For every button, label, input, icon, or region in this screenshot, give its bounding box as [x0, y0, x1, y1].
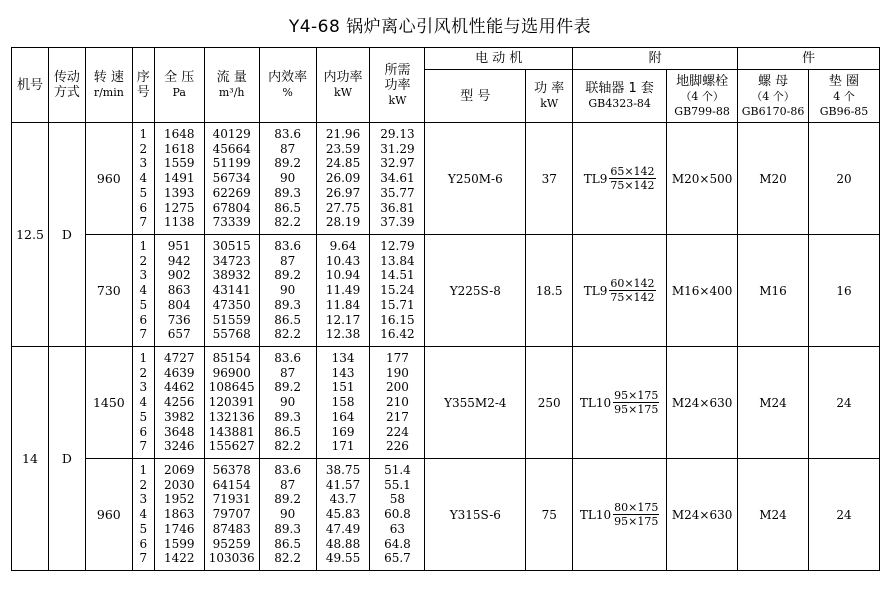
seq-value: 4	[139, 507, 148, 522]
header-internal-power-label: 内功率	[323, 70, 363, 85]
seq-value: 5	[139, 521, 148, 536]
coupling-numerator: 80×175	[614, 501, 659, 514]
req-power-value: 36.81	[380, 200, 415, 215]
power-value: 38.75	[325, 462, 361, 477]
header-washer-std: GB96-85	[819, 104, 869, 118]
header-internal-power-unit: kW	[334, 86, 353, 99]
eff-value: 82.2	[274, 327, 301, 342]
eff-value: 90	[279, 283, 296, 298]
eff-value: 87	[279, 365, 296, 380]
seq-value: 2	[139, 365, 148, 380]
power-value: 143	[331, 365, 355, 380]
eff-value: 87	[279, 253, 296, 268]
req-power-value: 15.24	[380, 283, 415, 298]
coupling-cell	[573, 235, 667, 347]
eff-value: 83.6	[274, 126, 301, 141]
flow-value: 67804	[212, 200, 251, 215]
flow-value: 132136	[208, 409, 255, 424]
coupling-denominator: 95×175	[614, 403, 659, 416]
pressure-value: 1275	[163, 200, 195, 215]
power-value: 47.49	[325, 521, 361, 536]
pressure-value: 1746	[163, 521, 195, 536]
pressure-value: 3982	[163, 409, 195, 424]
eff-column-cell	[259, 123, 316, 235]
motor-model-cell: Y315S-6	[425, 459, 526, 571]
table-row	[12, 459, 880, 571]
header-machine-no: 机号	[12, 48, 49, 123]
seq-value: 6	[139, 424, 148, 439]
power-value: 43.7	[329, 492, 357, 507]
washer-cell: 16	[809, 235, 880, 347]
req-power-value: 29.13	[380, 126, 415, 141]
pressure-value: 4639	[163, 365, 195, 380]
flow-value: 96900	[212, 365, 251, 380]
req-power-value: 34.61	[380, 171, 415, 186]
req-power-value: 16.15	[380, 312, 415, 327]
seq-value: 7	[139, 551, 148, 566]
seq-value: 2	[139, 253, 148, 268]
coupling-denominator: 75×142	[610, 179, 655, 192]
pressure-value: 2030	[163, 477, 195, 492]
eff-value: 83.6	[274, 238, 301, 253]
header-nut-label: 螺 母	[757, 73, 789, 89]
power-value: 23.59	[325, 141, 361, 156]
pressure-value: 4462	[163, 380, 195, 395]
eff-value: 89.3	[274, 297, 301, 312]
req-power-value: 210	[385, 395, 409, 410]
seq-value: 1	[139, 126, 148, 141]
power-value: 11.84	[325, 297, 361, 312]
seq-value: 7	[139, 439, 148, 454]
power-column-cell	[316, 235, 370, 347]
flow-value: 103036	[208, 551, 255, 566]
eff-value: 82.2	[274, 551, 301, 566]
drive-cell: D	[48, 347, 85, 571]
seq-value: 6	[139, 536, 148, 551]
bolt-cell: M16×400	[667, 235, 738, 347]
flow-value: 79707	[212, 507, 251, 522]
table-row	[12, 123, 880, 235]
eff-value: 89.3	[274, 409, 301, 424]
pressure-value: 863	[167, 283, 191, 298]
seq-value: 4	[139, 283, 148, 298]
req-power-value: 12.79	[380, 238, 415, 253]
header-nut-qty: （4 个）	[751, 89, 795, 103]
header-flow	[204, 48, 259, 123]
pressure-column-cell	[154, 123, 204, 235]
req-power-value: 32.97	[380, 156, 415, 171]
power-value: 48.88	[325, 536, 361, 551]
req-power-value: 190	[385, 365, 409, 380]
seq-value: 7	[139, 215, 148, 230]
pressure-value: 736	[167, 312, 191, 327]
flow-column-cell	[204, 347, 259, 459]
header-motor-model: 型 号	[425, 70, 526, 123]
power-value: 134	[331, 350, 355, 365]
seq-value: 2	[139, 141, 148, 156]
coupling-fraction	[609, 277, 655, 304]
bolt-cell: M24×630	[667, 347, 738, 459]
header-washer	[809, 70, 880, 123]
header-washer-label: 垫 圈	[828, 73, 860, 89]
seq-value: 5	[139, 185, 148, 200]
seq-value: 3	[139, 492, 148, 507]
eff-value: 86.5	[274, 312, 301, 327]
speed-cell: 960	[85, 459, 132, 571]
req-power-value: 65.7	[384, 551, 411, 566]
bolt-cell: M24×630	[667, 459, 738, 571]
flow-value: 155627	[208, 439, 255, 454]
washer-cell: 20	[809, 123, 880, 235]
pressure-value: 3648	[163, 424, 195, 439]
pressure-value: 1422	[163, 551, 195, 566]
power-value: 41.57	[325, 477, 361, 492]
header-motor-power-unit: kW	[540, 97, 559, 110]
eff-value: 82.2	[274, 215, 301, 230]
page-title: Y4-68 锅炉离心引风机性能与选用件表	[288, 17, 592, 37]
header-speed-label: 转 速	[93, 70, 124, 85]
washer-cell: 24	[809, 459, 880, 571]
power-value: 169	[331, 424, 355, 439]
flow-value: 95259	[212, 536, 251, 551]
pressure-value: 1559	[163, 156, 195, 171]
flow-column-cell	[204, 235, 259, 347]
pressure-value: 1618	[163, 141, 195, 156]
eff-value: 83.6	[274, 350, 301, 365]
req-power-column-cell	[370, 123, 425, 235]
table-row	[12, 235, 880, 347]
header-pressure	[154, 48, 204, 123]
coupling-numerator: 60×142	[610, 277, 655, 290]
motor-power-cell: 75	[526, 459, 573, 571]
req-power-value: 37.39	[380, 215, 415, 230]
power-column-cell	[316, 123, 370, 235]
pressure-value: 1393	[163, 185, 195, 200]
header-coupling-label: 联轴器 1 套	[585, 81, 654, 96]
seq-value: 6	[139, 200, 148, 215]
pressure-value: 657	[167, 327, 191, 342]
power-value: 9.64	[329, 238, 357, 253]
req-power-column-cell	[370, 347, 425, 459]
pressure-column-cell	[154, 347, 204, 459]
pressure-value: 1599	[163, 536, 195, 551]
seq-column-cell	[132, 123, 154, 235]
header-attach-right: 件	[738, 48, 880, 70]
req-power-value: 177	[385, 350, 409, 365]
fan-performance-table	[11, 47, 880, 571]
seq-value: 1	[139, 350, 148, 365]
machine-no-cell: 12.5	[12, 123, 49, 347]
pressure-value: 3246	[163, 439, 195, 454]
seq-value: 7	[139, 327, 148, 342]
header-flow-label: 流 量	[216, 70, 247, 85]
table-row	[12, 347, 880, 459]
req-power-value: 31.29	[380, 141, 415, 156]
req-power-value: 60.8	[384, 507, 411, 522]
eff-value: 86.5	[274, 424, 301, 439]
eff-value: 82.2	[274, 439, 301, 454]
header-motor-power	[526, 70, 573, 123]
flow-value: 71931	[212, 492, 251, 507]
power-value: 164	[331, 409, 355, 424]
header-efficiency-unit: %	[282, 86, 293, 99]
eff-value: 89.2	[274, 380, 301, 395]
flow-value: 85154	[212, 350, 251, 365]
coupling-type: TL9	[583, 283, 608, 298]
header-motor-power-label: 功 率	[534, 81, 565, 96]
header-bolt-std: GB799-88	[674, 104, 730, 118]
pressure-value: 2069	[163, 462, 195, 477]
power-value: 12.17	[325, 312, 361, 327]
header-nut-std: GB6170-86	[741, 104, 805, 118]
req-power-value: 51.4	[384, 462, 411, 477]
eff-value: 86.5	[274, 536, 301, 551]
power-value: 26.97	[325, 185, 361, 200]
req-power-value: 14.51	[380, 268, 415, 283]
flow-value: 45664	[212, 141, 251, 156]
header-motor-group: 电 动 机	[425, 48, 573, 70]
seq-value: 3	[139, 156, 148, 171]
coupling-denominator: 75×142	[610, 291, 655, 304]
speed-cell: 1450	[85, 347, 132, 459]
bolt-cell: M20×500	[667, 123, 738, 235]
coupling-cell	[573, 347, 667, 459]
pressure-value: 942	[167, 253, 191, 268]
coupling-denominator: 95×175	[614, 515, 659, 528]
flow-value: 62269	[212, 185, 251, 200]
flow-column-cell	[204, 459, 259, 571]
power-value: 28.19	[325, 215, 361, 230]
pressure-value: 804	[167, 297, 191, 312]
eff-value: 87	[279, 477, 296, 492]
coupling-type: TL10	[579, 507, 612, 522]
seq-column-cell	[132, 347, 154, 459]
power-value: 10.43	[325, 253, 361, 268]
pressure-value: 1863	[163, 507, 195, 522]
flow-value: 56734	[212, 171, 251, 186]
header-internal-power	[316, 48, 370, 123]
eff-column-cell	[259, 459, 316, 571]
motor-power-cell: 250	[526, 347, 573, 459]
header-required-power	[370, 48, 425, 123]
coupling-fraction	[613, 501, 659, 528]
req-power-value: 64.8	[384, 536, 411, 551]
header-attach-left: 附	[573, 48, 738, 70]
header-flow-unit: m³/h	[218, 86, 245, 99]
flow-value: 34723	[212, 253, 251, 268]
header-efficiency-label: 内效率	[268, 70, 308, 85]
req-power-value: 63	[389, 521, 406, 536]
header-pressure-unit: Pa	[172, 86, 186, 99]
req-power-value: 13.84	[380, 253, 415, 268]
req-power-value: 224	[385, 424, 409, 439]
req-power-value: 16.42	[380, 327, 415, 342]
coupling-cell	[573, 123, 667, 235]
header-coupling-std: GB4323-84	[588, 97, 651, 110]
flow-value: 30515	[212, 238, 251, 253]
seq-value: 4	[139, 171, 148, 186]
req-power-value: 200	[385, 380, 409, 395]
power-column-cell	[316, 347, 370, 459]
power-value: 12.38	[325, 327, 361, 342]
pressure-column-cell	[154, 459, 204, 571]
seq-value: 4	[139, 395, 148, 410]
pressure-value: 1952	[163, 492, 195, 507]
pressure-value: 1138	[163, 215, 195, 230]
motor-model-cell: Y225S-8	[425, 235, 526, 347]
machine-no-cell: 14	[12, 347, 49, 571]
pressure-value: 951	[167, 238, 191, 253]
power-value: 10.94	[325, 268, 361, 283]
table-body	[12, 123, 880, 571]
eff-value: 90	[279, 171, 296, 186]
power-value: 151	[331, 380, 355, 395]
req-power-value: 55.1	[384, 477, 411, 492]
req-power-column-cell	[370, 235, 425, 347]
flow-value: 51199	[212, 156, 251, 171]
seq-value: 1	[139, 462, 148, 477]
power-value: 171	[331, 439, 355, 454]
motor-model-cell: Y355M2-4	[425, 347, 526, 459]
pressure-value: 4727	[163, 350, 195, 365]
flow-value: 120391	[208, 395, 255, 410]
seq-value: 2	[139, 477, 148, 492]
header-required-power-label: 所需功率	[384, 62, 411, 93]
coupling-numerator: 65×142	[610, 165, 655, 178]
seq-value: 1	[139, 238, 148, 253]
flow-value: 47350	[212, 297, 251, 312]
motor-power-cell: 18.5	[526, 235, 573, 347]
eff-column-cell	[259, 235, 316, 347]
nut-cell: M24	[738, 347, 809, 459]
header-pressure-label: 全 压	[164, 70, 195, 85]
power-value: 21.96	[325, 126, 361, 141]
speed-cell: 730	[85, 235, 132, 347]
power-value: 24.85	[325, 156, 361, 171]
nut-cell: M20	[738, 123, 809, 235]
eff-column-cell	[259, 347, 316, 459]
seq-column-cell	[132, 459, 154, 571]
header-required-power-unit: kW	[388, 93, 407, 107]
nut-cell: M16	[738, 235, 809, 347]
coupling-cell	[573, 459, 667, 571]
flow-value: 73339	[212, 215, 251, 230]
power-value: 49.55	[325, 551, 361, 566]
eff-value: 89.2	[274, 268, 301, 283]
header-bolt-qty: （4 个）	[680, 89, 724, 103]
header-washer-qty: 4 个	[833, 89, 855, 103]
header-bolt-label: 地脚螺栓	[676, 73, 729, 89]
req-power-value: 217	[385, 409, 409, 424]
flow-value: 143881	[208, 424, 255, 439]
motor-power-cell: 37	[526, 123, 573, 235]
req-power-value: 58	[389, 492, 406, 507]
flow-value: 55768	[212, 327, 251, 342]
eff-value: 89.2	[274, 156, 301, 171]
header-speed	[85, 48, 132, 123]
pressure-value: 1491	[163, 171, 195, 186]
drive-cell: D	[48, 123, 85, 347]
coupling-type: TL9	[583, 171, 608, 186]
coupling-numerator: 95×175	[614, 389, 659, 402]
power-value: 45.83	[325, 507, 361, 522]
power-value: 11.49	[325, 283, 361, 298]
flow-value: 56378	[212, 462, 251, 477]
header-seq: 序号	[132, 48, 154, 123]
pressure-column-cell	[154, 235, 204, 347]
seq-column-cell	[132, 235, 154, 347]
flow-value: 64154	[212, 477, 251, 492]
flow-value: 40129	[212, 126, 251, 141]
washer-cell: 24	[809, 347, 880, 459]
power-value: 158	[331, 395, 355, 410]
seq-value: 5	[139, 409, 148, 424]
flow-column-cell	[204, 123, 259, 235]
pressure-value: 902	[167, 268, 191, 283]
flow-value: 43141	[212, 283, 251, 298]
eff-value: 83.6	[274, 462, 301, 477]
req-power-value: 226	[385, 439, 409, 454]
req-power-value: 35.77	[380, 185, 415, 200]
seq-value: 6	[139, 312, 148, 327]
eff-value: 87	[279, 141, 296, 156]
power-value: 26.09	[325, 171, 361, 186]
eff-value: 90	[279, 395, 296, 410]
req-power-value: 15.71	[380, 297, 415, 312]
header-bolt	[667, 70, 738, 123]
header-coupling	[573, 70, 667, 123]
flow-value: 38932	[212, 268, 251, 283]
header-efficiency	[259, 48, 316, 123]
eff-value: 90	[279, 507, 296, 522]
nut-cell: M24	[738, 459, 809, 571]
eff-value: 89.2	[274, 492, 301, 507]
seq-value: 3	[139, 380, 148, 395]
flow-value: 51559	[212, 312, 251, 327]
flow-value: 87483	[212, 521, 251, 536]
coupling-fraction	[609, 165, 655, 192]
speed-cell: 960	[85, 123, 132, 235]
pressure-value: 4256	[163, 395, 195, 410]
eff-value: 89.3	[274, 521, 301, 536]
eff-value: 89.3	[274, 185, 301, 200]
header-nut	[738, 70, 809, 123]
header-drive: 传动方式	[48, 48, 85, 123]
power-column-cell	[316, 459, 370, 571]
seq-value: 3	[139, 268, 148, 283]
req-power-column-cell	[370, 459, 425, 571]
pressure-value: 1648	[163, 126, 195, 141]
seq-value: 5	[139, 297, 148, 312]
motor-model-cell: Y250M-6	[425, 123, 526, 235]
eff-value: 86.5	[274, 200, 301, 215]
header-speed-unit: r/min	[93, 86, 124, 99]
coupling-fraction	[613, 389, 659, 416]
power-value: 27.75	[325, 200, 361, 215]
flow-value: 108645	[208, 380, 255, 395]
coupling-type: TL10	[579, 395, 612, 410]
